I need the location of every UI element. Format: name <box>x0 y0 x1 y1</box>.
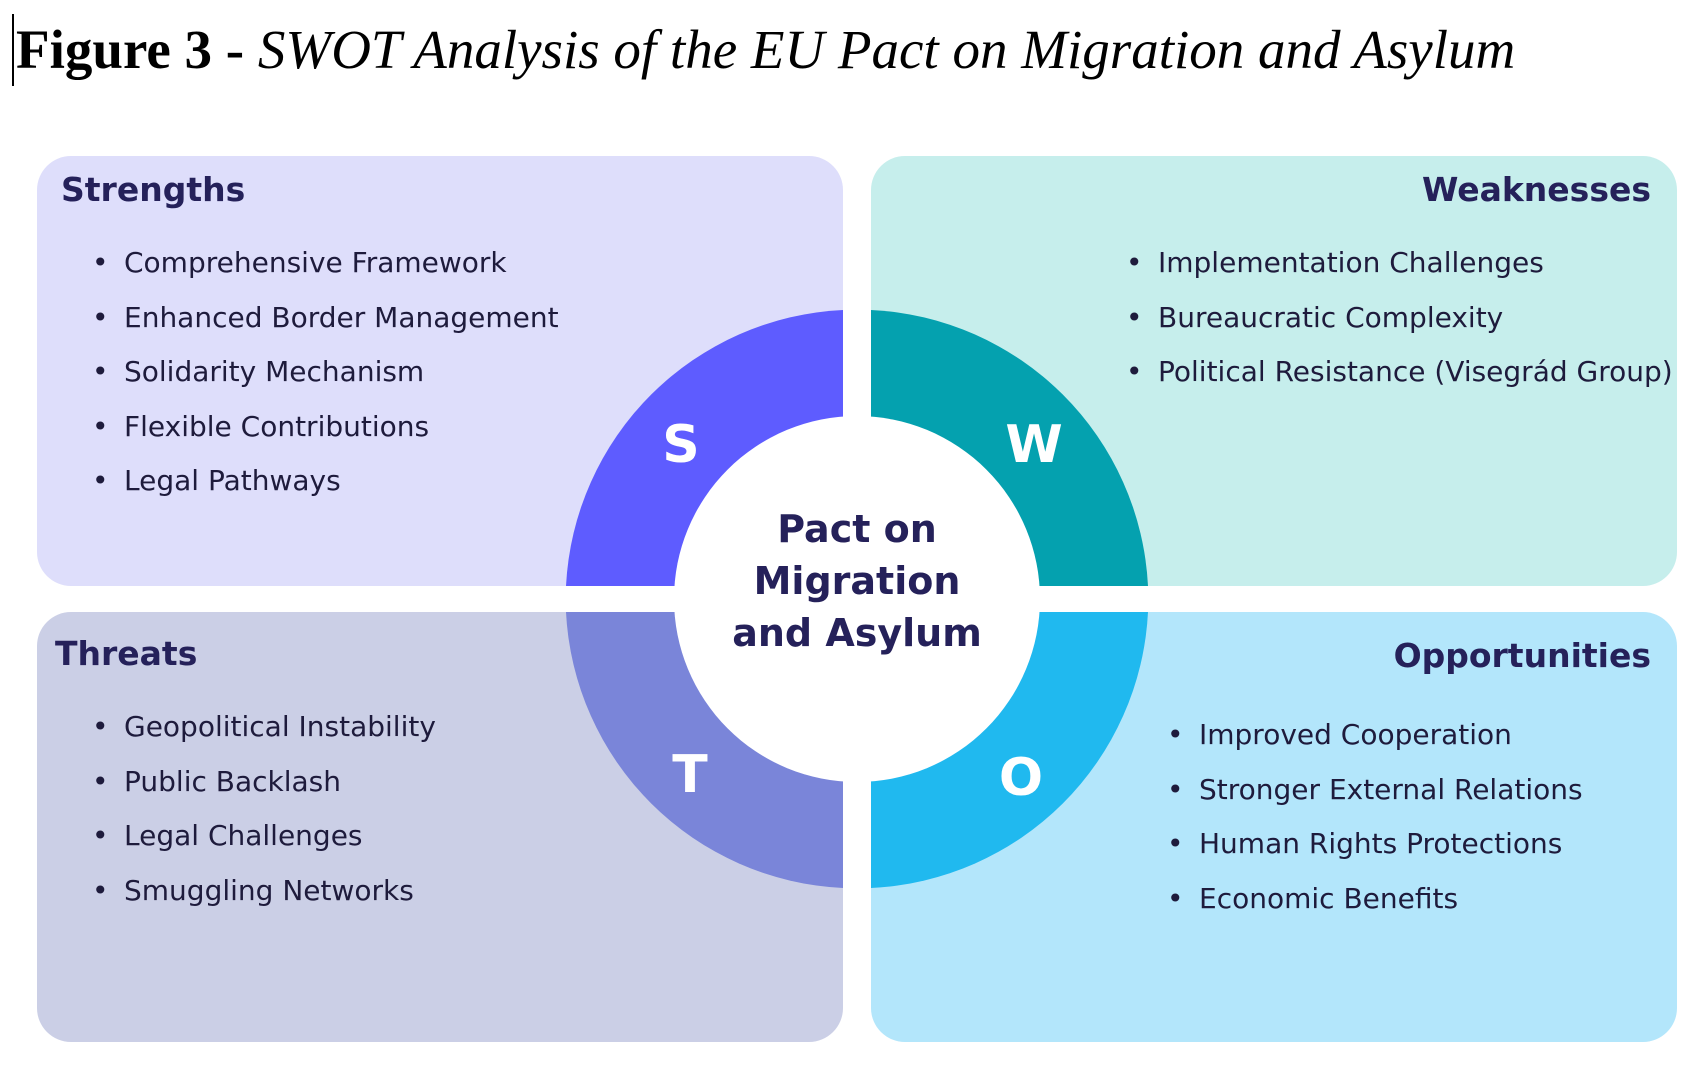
strengths-item: • Comprehensive Framework <box>92 236 559 291</box>
strengths-heading: Strengths <box>61 170 246 209</box>
opportunities-letter: O <box>998 748 1044 808</box>
figure-label: Figure 3 - <box>16 19 245 80</box>
weaknesses-letter: W <box>1005 415 1063 475</box>
weaknesses-item: • Implementation Challenges <box>1126 236 1673 291</box>
strengths-item: • Flexible Contributions <box>92 400 559 455</box>
opportunities-item: • Stronger External Relations <box>1167 763 1583 818</box>
strengths-item: • Legal Pathways <box>92 454 559 509</box>
opportunities-item: • Economic Benefits <box>1167 872 1583 927</box>
weaknesses-heading: Weaknesses <box>1421 170 1651 209</box>
opportunities-item: • Human Rights Protections <box>1167 817 1583 872</box>
threats-item: • Geopolitical Instability <box>92 700 436 755</box>
weaknesses-item: • Bureaucratic Complexity <box>1126 291 1673 346</box>
strengths-item: • Solidarity Mechanism <box>92 345 559 400</box>
weaknesses-item: • Political Resistance (Visegrád Group) <box>1126 345 1673 400</box>
threats-heading: Threats <box>55 634 198 673</box>
opportunities-item: • Improved Cooperation <box>1167 708 1583 763</box>
threats-item: • Smuggling Networks <box>92 864 436 919</box>
center-title: Pact on Migration and Asylum <box>732 507 982 655</box>
strengths-item: • Enhanced Border Management <box>92 291 559 346</box>
threats-item: • Legal Challenges <box>92 809 436 864</box>
threats-item: • Public Backlash <box>92 755 436 810</box>
figure-caption: SWOT Analysis of the EU Pact on Migration and Asylum <box>257 19 1516 80</box>
opportunities-heading: Opportunities <box>1393 636 1651 675</box>
threats-letter: T <box>672 745 708 805</box>
strengths-letter: S <box>662 415 700 475</box>
